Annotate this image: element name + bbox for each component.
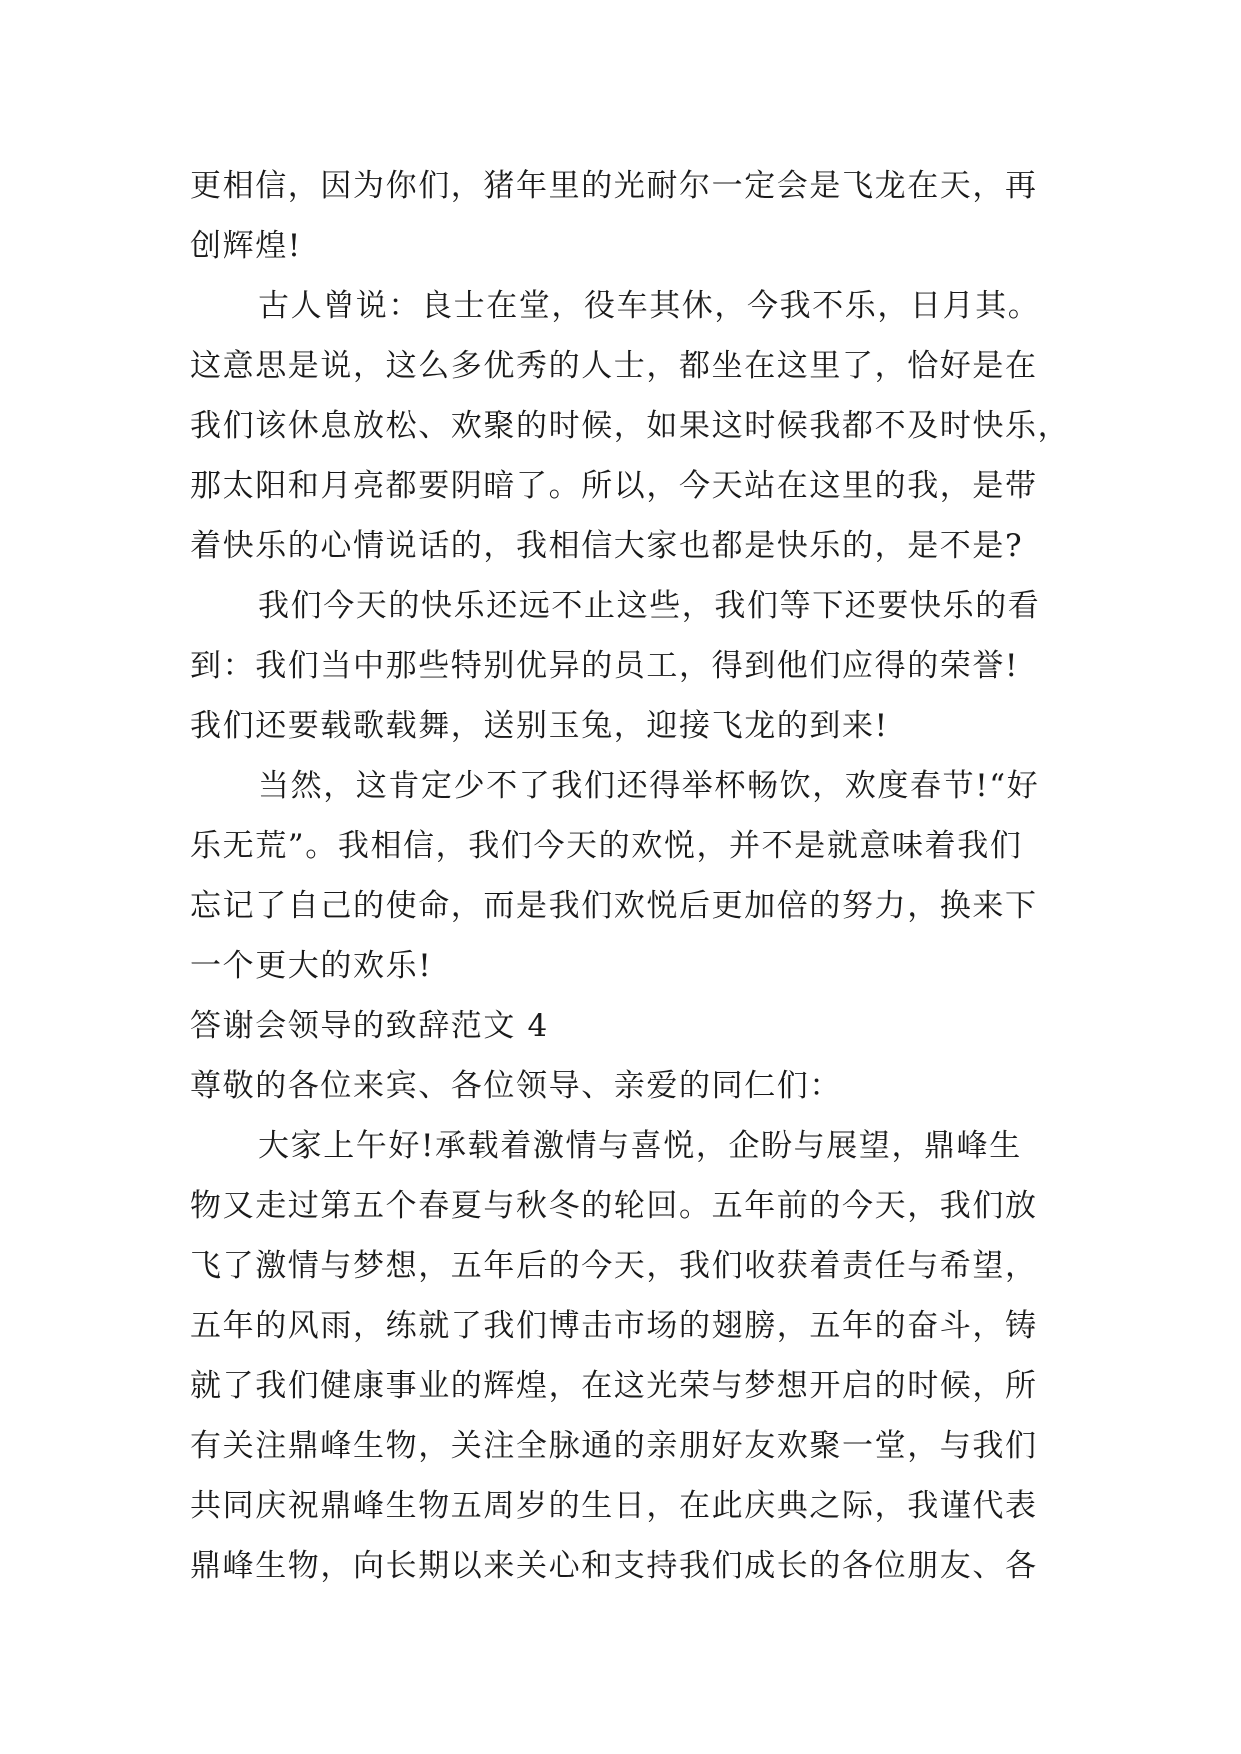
text-line: 更相信，因为你们，猪年里的光耐尔一定会是飞龙在天，再: [190, 168, 1038, 204]
text-line: 一个更大的欢乐!: [190, 948, 433, 984]
paragraph-first-line: 我们今天的快乐还远不止这些，我们等下还要快乐的看: [258, 588, 1041, 624]
text-line: 那太阳和月亮都要阴暗了。所以，今天站在这里的我，是带: [190, 468, 1038, 504]
paragraph-first-line: 大家上午好!承载着激情与喜悦，企盼与展望，鼎峰生: [258, 1128, 1022, 1164]
text-line: 有关注鼎峰生物，关注全脉通的亲朋好友欢聚一堂，与我们: [190, 1428, 1038, 1464]
text-line: 乐无荒”。我相信，我们今天的欢悦，并不是就意味着我们: [190, 828, 1023, 864]
paragraph-first-line: 古人曾说：良士在堂，役车其休，今我不乐，日月其。: [258, 288, 1041, 324]
text-line: 着快乐的心情说话的，我相信大家也都是快乐的，是不是?: [190, 528, 1024, 564]
text-line: 物又走过第五个春夏与秋冬的轮回。五年前的今天，我们放: [190, 1188, 1038, 1224]
text-line: 就了我们健康事业的辉煌，在这光荣与梦想开启的时候，所: [190, 1368, 1038, 1404]
text-line: 到：我们当中那些特别优异的员工，得到他们应得的荣誉!: [190, 648, 1020, 684]
text-line: 鼎峰生物，向长期以来关心和支持我们成长的各位朋友、各: [190, 1548, 1038, 1584]
text-line: 我们该休息放松、欢聚的时候，如果这时候我都不及时快乐，: [190, 408, 1071, 444]
text-line: 我们还要载歌载舞，送别玉兔，迎接飞龙的到来!: [190, 708, 889, 744]
text-line: 飞了激情与梦想，五年后的今天，我们收获着责任与希望，: [190, 1248, 1038, 1284]
text-line: 五年的风雨，练就了我们博击市场的翅膀，五年的奋斗，铸: [190, 1308, 1038, 1344]
text-line: 这意思是说，这么多优秀的人士，都坐在这里了，恰好是在: [190, 348, 1038, 384]
salutation: 尊敬的各位来宾、各位领导、亲爱的同仁们：: [190, 1068, 842, 1104]
paragraph-first-line: 当然，这肯定少不了我们还得举杯畅饮，欢度春节!“好: [258, 768, 1040, 804]
section-heading: 答谢会领导的致辞范文 4: [190, 1008, 549, 1044]
text-line: 创辉煌!: [190, 228, 302, 264]
text-line: 共同庆祝鼎峰生物五周岁的生日，在此庆典之际，我谨代表: [190, 1488, 1038, 1524]
text-line: 忘记了自己的使命，而是我们欢悦后更加倍的努力，换来下: [190, 888, 1038, 924]
